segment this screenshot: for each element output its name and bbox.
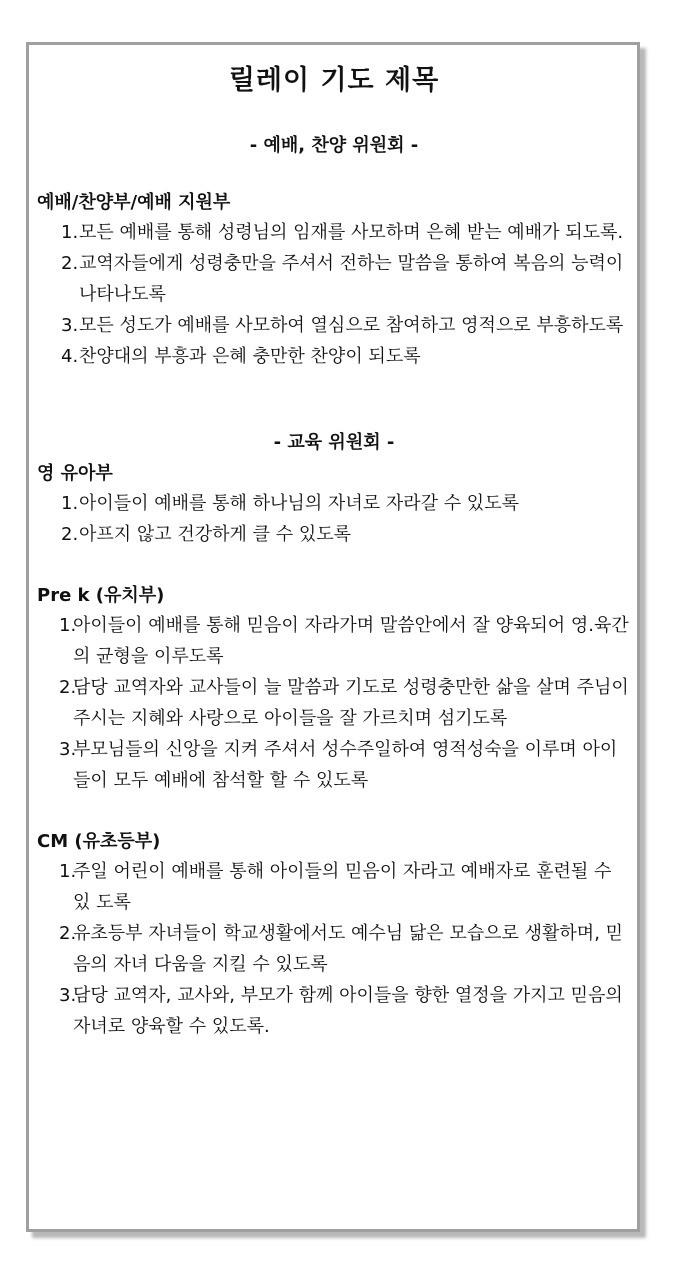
document-content [37,63,631,1042]
committee-heading-education: - 교육 위원회 - [273,432,395,453]
list-item: 1. 아이들이 예배를 통해 믿음이 자라가며 말씀안에서 잘 양육되어 영.육간의 균형을 이루도록 [59,615,629,667]
department-worship [37,189,631,372]
page-title: 릴레이 기도 제목 [228,65,440,96]
department-heading: CM (유초등부) [37,831,161,852]
list-item: 1. 모든 예배를 통해 성령님의 임재를 사모하며 은혜 받는 예배가 되도록. [61,222,624,243]
department-infant [37,460,631,550]
prayer-list [37,217,631,372]
list-item: 3. 모든 성도가 예배를 사모하여 열심으로 참여하고 영적으로 부흥하도록 [61,315,624,336]
prayer-list [37,488,631,550]
prayer-list [37,856,631,1042]
department-heading: 예배/찬양부/예배 지원부 [37,192,231,213]
list-item: 1. 주일 어린이 예배를 통해 아이들의 믿음이 자라고 예배자로 훈련될 수 있 도록 [59,861,612,913]
list-item: 2. 담당 교역자와 교사들이 늘 말씀과 기도로 성령충만한 삶을 살며 주님이 주시는 지혜와 사랑으로 아이들을 잘 가르치며 섬기도록 [59,677,629,729]
document-frame [26,42,640,1232]
department-prek [37,582,631,796]
department-heading: Pre k (유치부) [37,585,165,606]
list-item: 1. 아이들이 예배를 통해 하나님의 자녀로 자라갈 수 있도록 [61,493,519,514]
department-cm [37,828,631,1042]
department-heading: 영 유아부 [37,463,113,484]
list-item: 2. 교역자들에게 성령충만을 주셔서 전하는 말씀을 통하여 복음의 능력이 나타나도록 [61,253,624,305]
list-item: 2. 유초등부 자녀들이 학교생활에서도 예수님 닮은 모습으로 생활하며, 믿음의 자녀 다움을 지킬 수 있도록 [59,923,624,975]
list-item: 3. 담당 교역자, 교사와, 부모가 함께 아이들을 향한 열정을 가지고 믿음의 자녀로 양육할 수 있도록. [59,985,623,1037]
list-item: 2. 아프지 않고 건강하게 클 수 있도록 [61,524,352,545]
list-item: 3. 부모님들의 신앙을 지켜 주셔서 성수주일하여 영적성숙을 이루며 아이들이 모두 예배에 참석할 할 수 있도록 [59,739,618,791]
committee-heading-worship: - 예배, 찬양 위원회 - [249,135,419,156]
prayer-list [37,610,631,796]
list-item: 4. 찬양대의 부흥과 은혜 충만한 찬양이 되도록 [61,346,421,367]
